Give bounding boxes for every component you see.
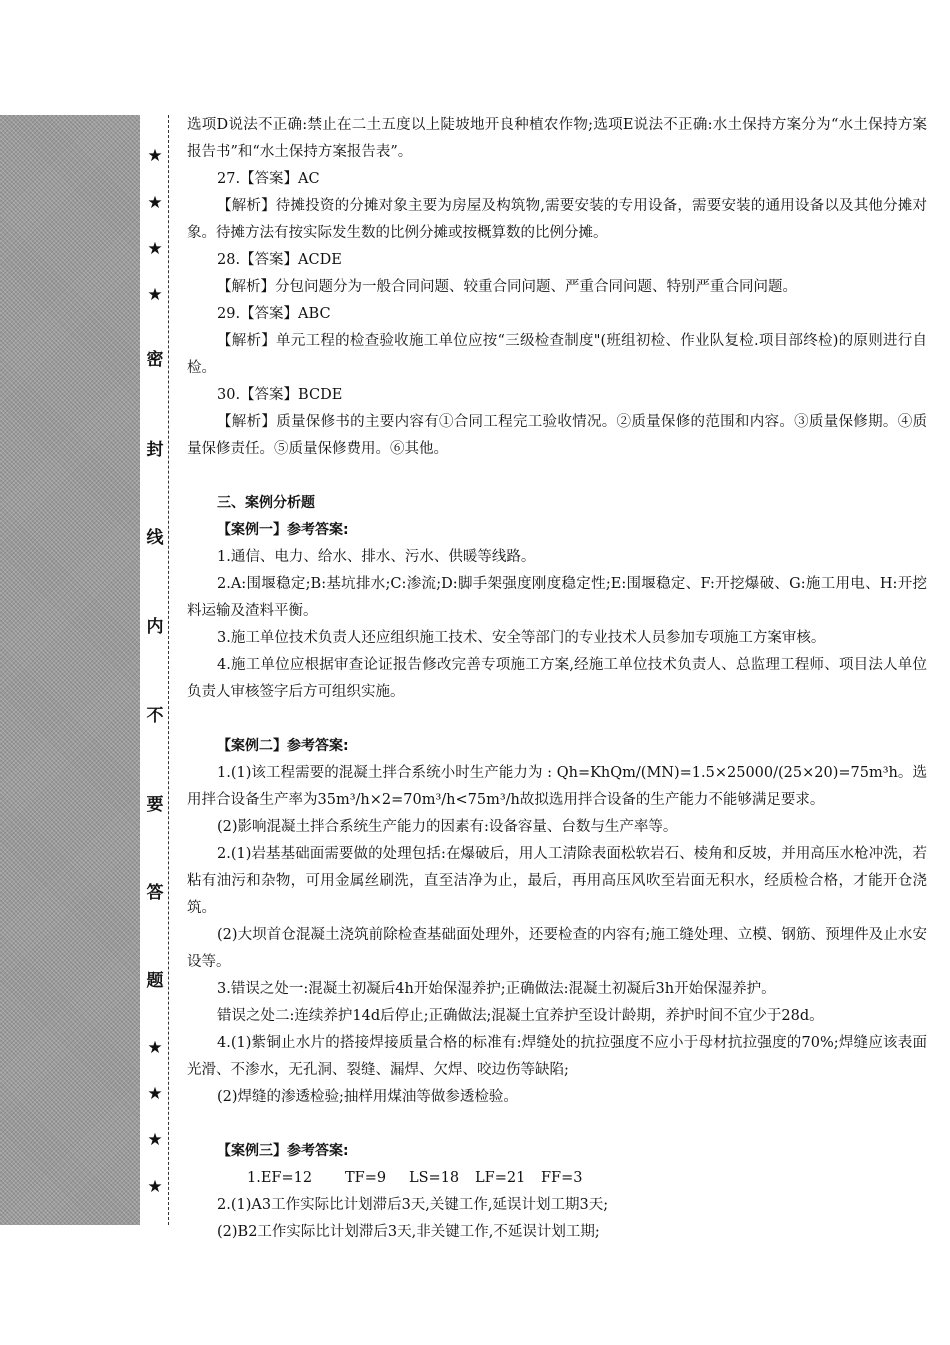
case-2-item: (2)影响混凝土拌合系统生产能力的因素有:设备容量、台数与生产率等。 (217, 819, 678, 835)
case-1-item: 1.通信、电力、给水、排水、污水、供暖等线路。 (217, 549, 536, 565)
star-icon: ★ (145, 285, 165, 305)
case-2-item: 2.(1)岩基基础面需要做的处理包括:在爆破后，用人工清除表面松软岩石、棱角和反坡，并用高压水枪冲洗，若粘有油污和杂物，可用金属丝刷洗，直至洁净为止，最后，再用高压风吹至岩面无积水，经质检合格，才能开仓浇筑。 (187, 846, 927, 916)
seal-char: 不 (146, 706, 164, 726)
star-icon: ★ (145, 146, 165, 166)
case-3-item: (2)B2工作实际比计划滞后3天,非关键工作,不延误计划工期; (217, 1224, 600, 1240)
explanation-30: 【解析】质量保修书的主要内容有①合同工程完工验收情况。②质量保修的范围和内容。③质量保修期。④质量保修责任。⑤质量保修费用。⑥其他。 (187, 414, 927, 457)
seal-char: 线 (146, 528, 164, 548)
param-lf: LF=21 (475, 1170, 526, 1186)
seal-char: 答 (146, 883, 164, 903)
star-icon: ★ (145, 193, 165, 213)
case-2-item: 1.(1)该工程需要的混凝土拌合系统小时生产能力为 : Qh=KhQm/(MN)=1.5×25000/(25×20)=75m³h。选用拌合设备生产率为35m³/h×2=70m³/h<75m³/h故拟选用拌合设备的生产能力不能够满足要求。 (187, 765, 927, 808)
case-2-item: (2)大坝首仓混凝土浇筑前除检查基础面处理外，还要检查的内容有;施工缝处理、立模、钢筋、预埋件及止水安设等。 (187, 927, 927, 970)
explanation-29: 【解析】单元工程的检查验收施工单位应按“三级检查制度"(班组初检、作业队复检.项目部终检)的原则进行自检。 (187, 333, 927, 376)
param-ef: 1.EF=12 (247, 1170, 313, 1186)
star-icon: ★ (145, 1038, 165, 1058)
case-3-item: 2.(1)A3工作实际比计划滞后3天,关键工作,延误计划工期3天; (217, 1197, 609, 1213)
answer-29: 29.【答案】ABC (217, 306, 331, 322)
case-1-heading: 【案例一】参考答案: (217, 522, 349, 538)
seal-char: 要 (146, 795, 164, 815)
answer-27: 27.【答案】AC (217, 171, 320, 187)
seal-char: 内 (146, 617, 164, 637)
case-2-item: (2)焊缝的渗透检验;抽样用煤油等做参透检验。 (217, 1089, 518, 1105)
seal-dashed-line (168, 115, 169, 1225)
binding-margin-shade (0, 115, 140, 1225)
seal-char: 密 (146, 350, 164, 370)
param-ff: FF=3 (541, 1170, 583, 1186)
section-heading: 三、案例分析题 (217, 495, 315, 511)
param-tf: TF=9 (345, 1170, 387, 1186)
case-3-heading: 【案例三】参考答案: (217, 1143, 349, 1159)
case-1-item: 4.施工单位应根据审查论证报告修改完善专项施工方案,经施工单位技术负责人、总监理工程师、项目法人单位负责人审核签字后方可组织实施。 (187, 657, 927, 700)
star-icon: ★ (145, 239, 165, 259)
case-1-item: 3.施工单位技术负责人还应组织施工技术、安全等部门的专业技术人员参加专项施工方案审核。 (217, 630, 826, 646)
answer-content (187, 112, 927, 1246)
case-3-time-params (187, 1165, 927, 1192)
explanation-27: 【解析】待摊投资的分摊对象主要为房屋及构筑物,需要安装的专用设备，需要安装的通用设备以及其他分摊对象。待摊方法有按实际发生数的比例分摊或按概算数的比例分摊。 (187, 198, 927, 241)
star-icon: ★ (145, 1084, 165, 1104)
case-2-item: 错误之处二:连续养护14d后停止;正确做法;混凝土宜养护至设计龄期，养护时间不宜少于28d。 (217, 1008, 824, 1024)
answer-28: 28.【答案】ACDE (217, 252, 342, 268)
answer-30: 30.【答案】BCDE (217, 387, 343, 403)
explanation-28: 【解析】分包问题分为一般合同问题、较重合同问题、严重合同问题、特别严重合同问题。 (217, 279, 797, 295)
case-1-item: 2.A:围堰稳定;B:基坑排水;C:渗流;D:脚手架强度刚度稳定性;E:围堰稳定、F:开挖爆破、G:施工用电、H:开挖料运输及渣料平衡。 (187, 576, 927, 619)
star-icon: ★ (145, 1130, 165, 1150)
seal-char: 封 (146, 440, 164, 460)
paragraph: 选项D说法不正确:禁止在二土五度以上陡坡地开良种植农作物;选项E说法不正确:水土保持方案分为“水土保持方案报告书”和“水土保持方案报告表”。 (187, 117, 927, 160)
case-2-heading: 【案例二】参考答案: (217, 738, 349, 754)
case-2-item: 4.(1)紫铜止水片的搭接焊接质量合格的标准有:焊缝处的抗拉强度不应小于母材抗拉强度的70%;焊缝应该表面光滑、不渗水，无孔洞、裂缝、漏焊、欠焊、咬边伤等缺陷; (187, 1035, 927, 1078)
case-2-item: 3.错误之处一:混凝土初凝后4h开始保湿养护;正确做法:混凝土初凝后3h开始保湿养护。 (217, 981, 776, 997)
param-ls: LS=18 (409, 1170, 460, 1186)
seal-char: 题 (146, 971, 164, 991)
star-icon: ★ (145, 1177, 165, 1197)
